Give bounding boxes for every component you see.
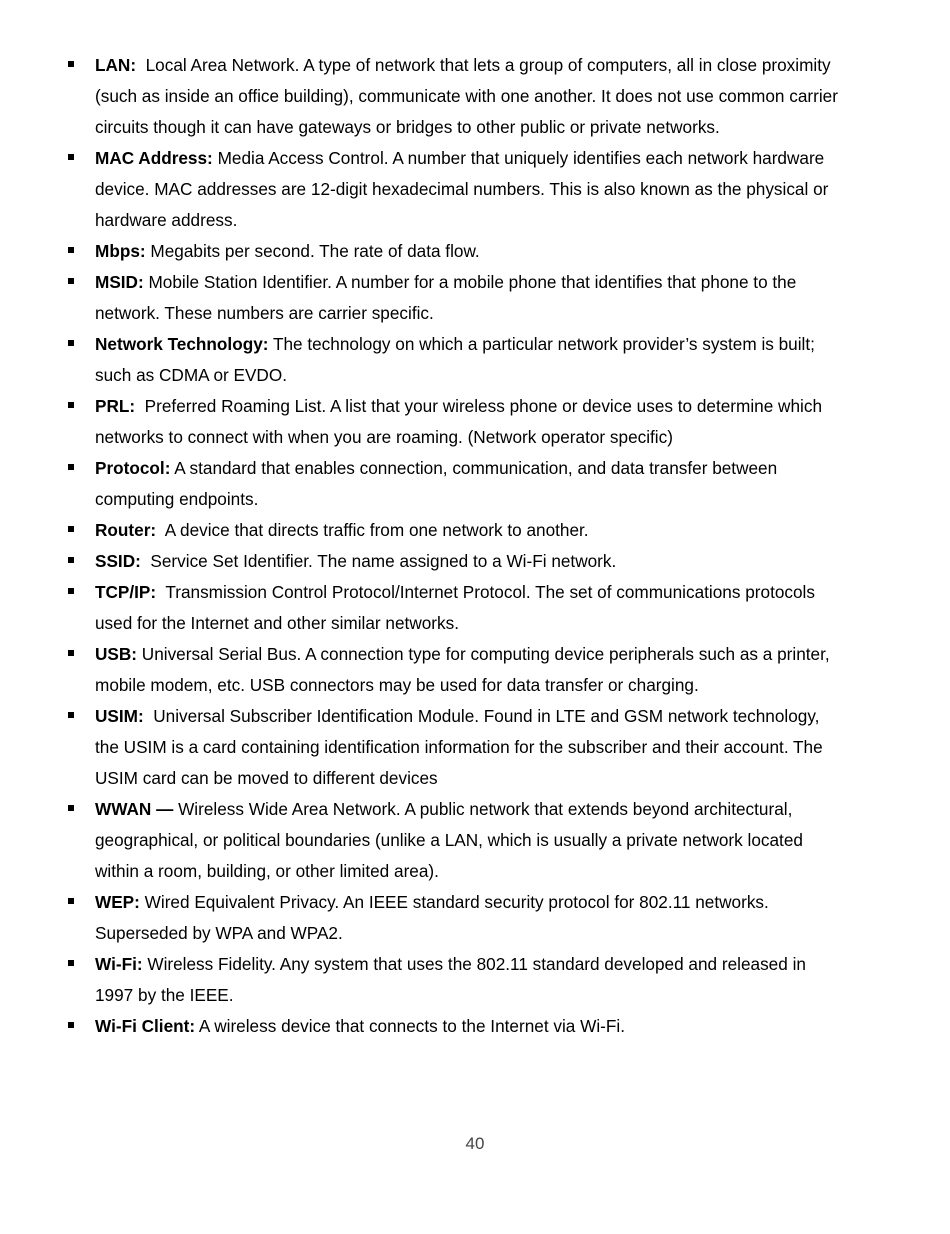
- glossary-entry-ssid: [66, 546, 841, 577]
- glossary-definition: A wireless device that connects to the Internet via Wi-Fi.: [198, 1016, 625, 1036]
- glossary-entry-wi-fi: [66, 949, 841, 1011]
- glossary-definition: Transmission Control Protocol/Internet Protocol. The set of communications protocols used for the Internet and other similar networks.: [95, 582, 815, 633]
- glossary-entry-wep: [66, 887, 841, 949]
- page-number: 40: [465, 1134, 485, 1153]
- glossary-definition: Mobile Station Identifier. A number for a mobile phone that identifies that phone to the network. These numbers are carrier specific.: [95, 272, 797, 323]
- glossary-term: MSID:: [95, 272, 144, 292]
- glossary-term: MAC Address:: [95, 148, 213, 168]
- square-bullet-icon: [68, 526, 74, 532]
- square-bullet-icon: [68, 402, 74, 408]
- glossary-term: Network Technology:: [95, 334, 269, 354]
- glossary-definition: A standard that enables connection, communication, and data transfer between computing endpoints.: [95, 458, 778, 509]
- square-bullet-icon: [68, 247, 74, 253]
- glossary-term: Wi-Fi Client:: [95, 1016, 196, 1036]
- glossary-list: [66, 50, 841, 1042]
- glossary-definition: Media Access Control. A number that uniquely identifies each network hardware device. MAC addresses are 12-digit hexadecimal numbers. This is also known as the physical or hardware address.: [95, 148, 829, 230]
- glossary-definition: Universal Subscriber Identification Module. Found in LTE and GSM network technology, the USIM is a card containing identification information for the subscriber and their account. The USIM card can be moved to different devices: [95, 706, 823, 788]
- glossary-definition: Universal Serial Bus. A connection type for computing device peripherals such as a printer, mobile modem, etc. USB connectors may be used for data transfer or charging.: [95, 644, 830, 695]
- glossary-definition: A device that directs traffic from one network to another.: [164, 520, 589, 540]
- square-bullet-icon: [68, 278, 74, 284]
- square-bullet-icon: [68, 340, 74, 346]
- square-bullet-icon: [68, 712, 74, 718]
- glossary-entry-lan: [66, 50, 841, 143]
- glossary-entry-mac-address: [66, 143, 841, 236]
- square-bullet-icon: [68, 557, 74, 563]
- glossary-term: LAN:: [95, 55, 137, 75]
- glossary-entry-usim: [66, 701, 841, 794]
- glossary-definition: Wired Equivalent Privacy. An IEEE standard security protocol for 802.11 networks. Superseded by WPA and WPA2.: [95, 892, 769, 943]
- glossary-term: WEP:: [95, 892, 140, 912]
- glossary-term: WWAN —: [95, 799, 174, 819]
- glossary-definition: The technology on which a particular network provider’s system is built; such as CDMA or EVDO.: [95, 334, 815, 385]
- glossary-entry-wi-fi-client: [66, 1011, 841, 1042]
- glossary-definition: Megabits per second. The rate of data flow.: [150, 241, 480, 261]
- glossary-entry-prl: [66, 391, 841, 453]
- square-bullet-icon: [68, 464, 74, 470]
- glossary-entry-protocol: [66, 453, 841, 515]
- square-bullet-icon: [68, 650, 74, 656]
- glossary-term: USB:: [95, 644, 138, 664]
- glossary-definition: Local Area Network. A type of network that lets a group of computers, all in close proximity (such as inside an office building), communicate with one another. It does not use common carrier circuits though it can have gateways or bridges to other public or private networks.: [95, 55, 838, 137]
- glossary-term: Router:: [95, 520, 157, 540]
- square-bullet-icon: [68, 1022, 74, 1028]
- glossary-entry-network-technology: [66, 329, 841, 391]
- glossary-definition: Service Set Identifier. The name assigned to a Wi-Fi network.: [150, 551, 617, 571]
- glossary-term: SSID:: [95, 551, 141, 571]
- square-bullet-icon: [68, 154, 74, 160]
- square-bullet-icon: [68, 61, 74, 67]
- glossary-entry-router: [66, 515, 841, 546]
- glossary-definition: Wireless Fidelity. Any system that uses the 802.11 standard developed and released in 1997 by the IEEE.: [95, 954, 806, 1005]
- glossary-term: PRL:: [95, 396, 136, 416]
- square-bullet-icon: [68, 805, 74, 811]
- glossary-definition: Wireless Wide Area Network. A public network that extends beyond architectural, geographical, or political boundaries (unlike a LAN, which is usually a private network located within a room, building, or other limited area).: [95, 799, 803, 881]
- glossary-term: Protocol:: [95, 458, 171, 478]
- glossary-entry-wwan: [66, 794, 841, 887]
- glossary-entry-tcp-ip: [66, 577, 841, 639]
- square-bullet-icon: [68, 588, 74, 594]
- square-bullet-icon: [68, 898, 74, 904]
- glossary-term: TCP/IP:: [95, 582, 157, 602]
- glossary-term: Wi-Fi:: [95, 954, 143, 974]
- glossary-term: Mbps:: [95, 241, 146, 261]
- glossary-definition: Preferred Roaming List. A list that your wireless phone or device uses to determine which networks to connect with when you are roaming. (Network operator specific): [95, 396, 822, 447]
- glossary-entry-usb: [66, 639, 841, 701]
- glossary-entry-mbps: [66, 236, 841, 267]
- glossary-term: USIM:: [95, 706, 144, 726]
- glossary-entry-msid: [66, 267, 841, 329]
- square-bullet-icon: [68, 960, 74, 966]
